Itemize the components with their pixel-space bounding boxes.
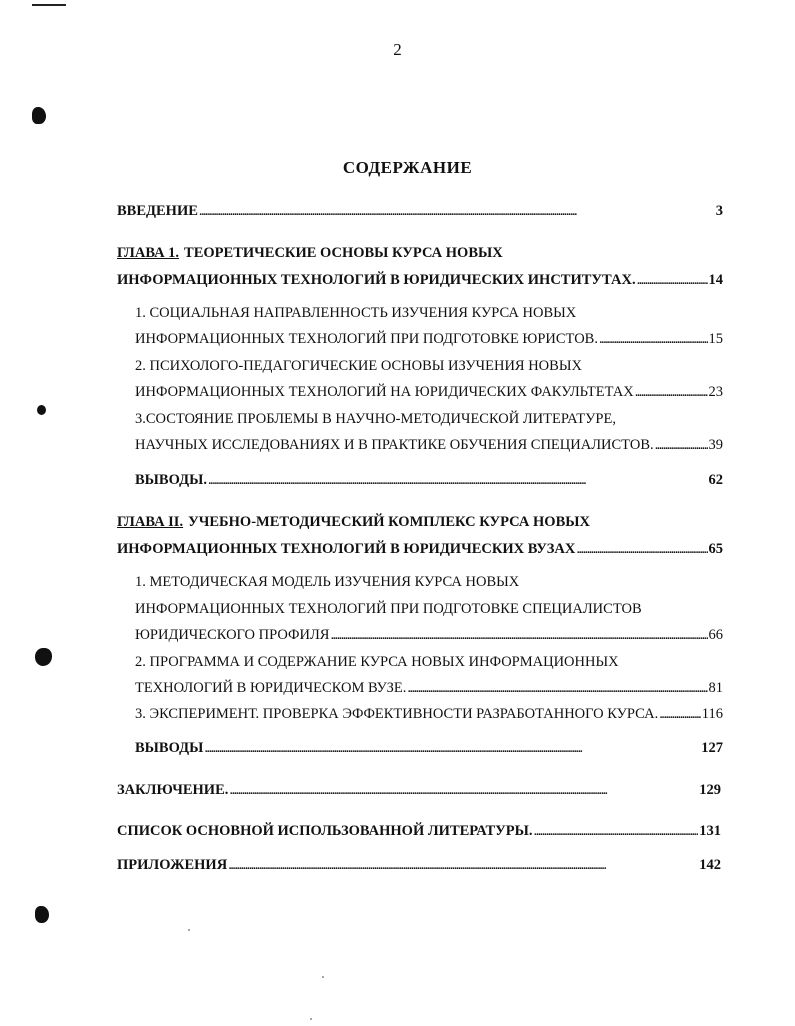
toc-page-number: 15	[708, 331, 723, 347]
leader-dots	[199, 203, 715, 220]
toc-page-number: 65	[708, 541, 723, 557]
section-title: 2. ПСИХОЛОГО-ПЕДАГОГИЧЕСКИЕ ОСНОВЫ ИЗУЧЕНИЯ НОВЫХ	[135, 358, 582, 374]
section-title: 1. СОЦИАЛЬНАЯ НАПРАВЛЕННОСТЬ ИЗУЧЕНИЯ КУРСА НОВЫХ	[135, 305, 577, 321]
leader-dots	[407, 680, 707, 697]
toc-chapter-2-heading-cont	[117, 541, 723, 558]
section-title-cont: НАУЧНЫХ ИССЛЕДОВАНИЯХ И В ПРАКТИКЕ ОБУЧЕНИЯ СПЕЦИАЛИСТОВ.	[135, 437, 654, 453]
scan-speck	[310, 1018, 312, 1020]
leader-dots	[330, 627, 707, 644]
leader-dots	[534, 823, 699, 840]
leader-dots	[599, 331, 708, 348]
leader-dots	[655, 437, 708, 454]
punch-hole-mark	[37, 405, 46, 415]
toc-page-number: 3	[715, 203, 723, 219]
section-title-cont: ТЕХНОЛОГИЙ В ЮРИДИЧЕСКОМ ВУЗЕ.	[135, 680, 407, 696]
toc-entry-text: ВЫВОДЫ.	[135, 472, 207, 488]
toc-title: СОДЕРЖАНИЕ	[342, 158, 473, 177]
section-title-cont: ЮРИДИЧЕСКОГО ПРОФИЛЯ	[135, 627, 330, 643]
toc-section-1-1-cont	[135, 331, 723, 348]
scan-speck	[188, 929, 190, 931]
toc-section-2-3	[135, 706, 723, 723]
toc-page-number: 62	[708, 472, 723, 488]
chapter-title: ТЕОРЕТИЧЕСКИЕ ОСНОВЫ КУРСА НОВЫХ	[184, 245, 503, 261]
toc-section-2-1-cont	[135, 601, 723, 618]
chapter-label: ГЛАВА 1.	[117, 245, 180, 261]
section-title: 3.СОСТОЯНИЕ ПРОБЛЕМЫ В НАУЧНО-МЕТОДИЧЕСКОЙ ЛИТЕРАТУРЕ,	[135, 411, 616, 427]
leader-dots	[576, 541, 707, 558]
punch-hole-mark	[32, 107, 46, 124]
punch-hole-mark	[35, 906, 49, 923]
chapter-title: УЧЕБНО-МЕТОДИЧЕСКИЙ КОМПЛЕКС КУРСА НОВЫХ	[188, 514, 590, 530]
scan-speck	[322, 976, 324, 978]
toc-page-number: 66	[708, 627, 723, 643]
leader-dots	[228, 857, 698, 874]
toc-page-number: 131	[699, 823, 721, 839]
toc-entry-text: ВВЕДЕНИЕ	[117, 203, 198, 219]
toc-section-2-2-cont	[135, 680, 723, 697]
toc-page-number: 81	[708, 680, 723, 696]
leader-dots	[208, 472, 708, 489]
toc-page-number: 142	[699, 857, 721, 873]
toc-chapter-1-conclusions	[135, 472, 723, 489]
toc-entry-text: ПРИЛОЖЕНИЯ	[117, 857, 228, 873]
section-title: 1. МЕТОДИЧЕСКАЯ МОДЕЛЬ ИЗУЧЕНИЯ КУРСА НОВЫХ	[135, 574, 520, 590]
toc-page-number: 39	[708, 437, 723, 453]
punch-hole-mark	[35, 648, 52, 666]
chapter-label: ГЛАВА II.	[117, 514, 184, 530]
toc-entry-references	[117, 823, 721, 840]
toc-page-number: 116	[701, 706, 723, 722]
toc-entry-text: ВЫВОДЫ	[135, 740, 204, 756]
leader-dots	[635, 384, 708, 401]
toc-section-2-1-cont2	[135, 627, 723, 644]
toc-section-1-1	[135, 305, 723, 322]
section-title: 2. ПРОГРАММА И СОДЕРЖАНИЕ КУРСА НОВЫХ ИНФОРМАЦИОННЫХ	[135, 654, 619, 670]
toc-section-1-2	[135, 358, 723, 375]
chapter-title-cont: ИНФОРМАЦИОННЫХ ТЕХНОЛОГИЙ В ЮРИДИЧЕСКИХ ИНСТИТУТАХ.	[117, 272, 636, 288]
toc-section-1-3-cont	[135, 437, 723, 454]
chapter-title-cont: ИНФОРМАЦИОННЫХ ТЕХНОЛОГИЙ В ЮРИДИЧЕСКИХ ВУЗАХ	[117, 541, 576, 557]
leader-dots	[659, 706, 701, 723]
section-title: 3. ЭКСПЕРИМЕНТ. ПРОВЕРКА ЭФФЕКТИВНОСТИ РАЗРАБОТАННОГО КУРСА.	[135, 706, 659, 722]
section-title-cont: ИНФОРМАЦИОННЫХ ТЕХНОЛОГИЙ ПРИ ПОДГОТОВКЕ СПЕЦИАЛИСТОВ	[135, 601, 642, 617]
scan-artifact-line	[32, 4, 66, 6]
toc-entry-appendices	[117, 857, 721, 874]
toc-entry-intro	[117, 203, 723, 220]
section-title-cont: ИНФОРМАЦИОННЫХ ТЕХНОЛОГИЙ ПРИ ПОДГОТОВКЕ ЮРИСТОВ.	[135, 331, 598, 347]
page-number: 2	[393, 40, 402, 59]
toc-page-number: 129	[699, 782, 721, 798]
toc-chapter-2-heading	[117, 514, 723, 531]
toc-entry-conclusion	[117, 782, 721, 799]
toc-chapter-2-conclusions	[135, 740, 723, 757]
toc-section-1-3	[135, 411, 723, 428]
leader-dots	[637, 272, 708, 289]
toc-chapter-1-heading	[117, 245, 723, 262]
toc-entry-text: ЗАКЛЮЧЕНИЕ.	[117, 782, 229, 798]
toc-section-2-1	[135, 574, 723, 591]
toc-page-number: 14	[708, 272, 723, 288]
toc-section-1-2-cont	[135, 384, 723, 401]
toc-page-number: 23	[708, 384, 723, 400]
toc-chapter-1-heading-cont	[117, 272, 723, 289]
toc-entry-text: СПИСОК ОСНОВНОЙ ИСПОЛЬЗОВАННОЙ ЛИТЕРАТУРЫ.	[117, 823, 533, 839]
toc-section-2-2	[135, 654, 723, 671]
leader-dots	[229, 782, 698, 799]
section-title-cont: ИНФОРМАЦИОННЫХ ТЕХНОЛОГИЙ НА ЮРИДИЧЕСКИХ ФАКУЛЬТЕТАХ	[135, 384, 634, 400]
leader-dots	[204, 740, 700, 757]
toc-page-number: 127	[701, 740, 723, 756]
